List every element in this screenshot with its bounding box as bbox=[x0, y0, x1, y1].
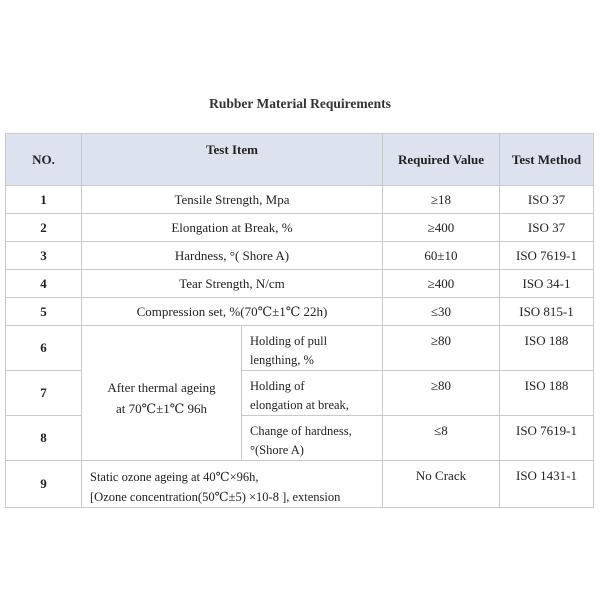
row-number: 6 bbox=[6, 326, 82, 371]
table-row bbox=[6, 461, 594, 508]
required-value: ≤8 bbox=[383, 416, 500, 461]
sub-item-line-2: °(Shore A) bbox=[250, 443, 304, 457]
row-number: 5 bbox=[6, 298, 82, 326]
row-number: 1 bbox=[6, 186, 82, 214]
ozone-line-2: [Ozone concentration(50℃±5) ×10-8 ], extension bbox=[90, 490, 341, 504]
thermal-ageing-line-2: at 70℃±1℃ 96h bbox=[115, 401, 208, 416]
table-row bbox=[6, 270, 594, 298]
test-method: ISO 188 bbox=[500, 371, 594, 416]
test-method: ISO 7619-1 bbox=[500, 242, 594, 270]
thermal-ageing-line-1: After thermal ageing bbox=[107, 380, 216, 395]
row-number: 8 bbox=[6, 416, 82, 461]
header-required-value: Required Value bbox=[383, 134, 500, 186]
sub-test-item bbox=[242, 371, 383, 416]
sub-item-line-2: elongation at break, bbox=[250, 398, 349, 412]
row-number: 3 bbox=[6, 242, 82, 270]
table-row bbox=[6, 214, 594, 242]
header-test-item: Test Item bbox=[82, 134, 383, 186]
row-number: 9 bbox=[6, 461, 82, 508]
test-item: Tear Strength, N/cm bbox=[82, 270, 383, 298]
sub-item-line-1: Holding of pull bbox=[250, 334, 328, 348]
test-item bbox=[82, 461, 383, 508]
required-value: No Crack bbox=[383, 461, 500, 508]
required-value: ≥18 bbox=[383, 186, 500, 214]
test-method: ISO 1431-1 bbox=[500, 461, 594, 508]
test-method: ISO 188 bbox=[500, 326, 594, 371]
required-value: ≤30 bbox=[383, 298, 500, 326]
table-row bbox=[6, 186, 594, 214]
sub-test-item bbox=[242, 416, 383, 461]
test-item: Compression set, %(70℃±1℃ 22h) bbox=[82, 298, 383, 326]
requirements-table bbox=[5, 133, 594, 508]
header-row bbox=[6, 134, 594, 186]
required-value: ≥400 bbox=[383, 270, 500, 298]
header-no: NO. bbox=[6, 134, 82, 186]
sub-item-line-2: lengthing, % bbox=[250, 353, 314, 367]
row-number: 2 bbox=[6, 214, 82, 242]
table-row bbox=[6, 242, 594, 270]
test-method: ISO 7619-1 bbox=[500, 416, 594, 461]
test-method: ISO 815-1 bbox=[500, 298, 594, 326]
thermal-ageing-label bbox=[82, 326, 242, 461]
test-item: Hardness, °( Shore A) bbox=[82, 242, 383, 270]
test-item: Tensile Strength, Mpa bbox=[82, 186, 383, 214]
table-row bbox=[6, 298, 594, 326]
table-title: Rubber Material Requirements bbox=[209, 96, 391, 111]
sub-item-line-1: Holding of bbox=[250, 379, 305, 393]
header-test-method: Test Method bbox=[500, 134, 594, 186]
sub-test-item bbox=[242, 326, 383, 371]
row-number: 4 bbox=[6, 270, 82, 298]
required-value: ≥400 bbox=[383, 214, 500, 242]
sub-item-line-1: Change of hardness, bbox=[250, 424, 352, 438]
row-number: 7 bbox=[6, 371, 82, 416]
ozone-line-1: Static ozone ageing at 40℃×96h, bbox=[90, 470, 259, 484]
required-value: 60±10 bbox=[383, 242, 500, 270]
test-method: ISO 37 bbox=[500, 186, 594, 214]
table-row bbox=[6, 326, 594, 371]
test-method: ISO 37 bbox=[500, 214, 594, 242]
required-value: ≥80 bbox=[383, 326, 500, 371]
test-item: Elongation at Break, % bbox=[82, 214, 383, 242]
test-method: ISO 34-1 bbox=[500, 270, 594, 298]
required-value: ≥80 bbox=[383, 371, 500, 416]
